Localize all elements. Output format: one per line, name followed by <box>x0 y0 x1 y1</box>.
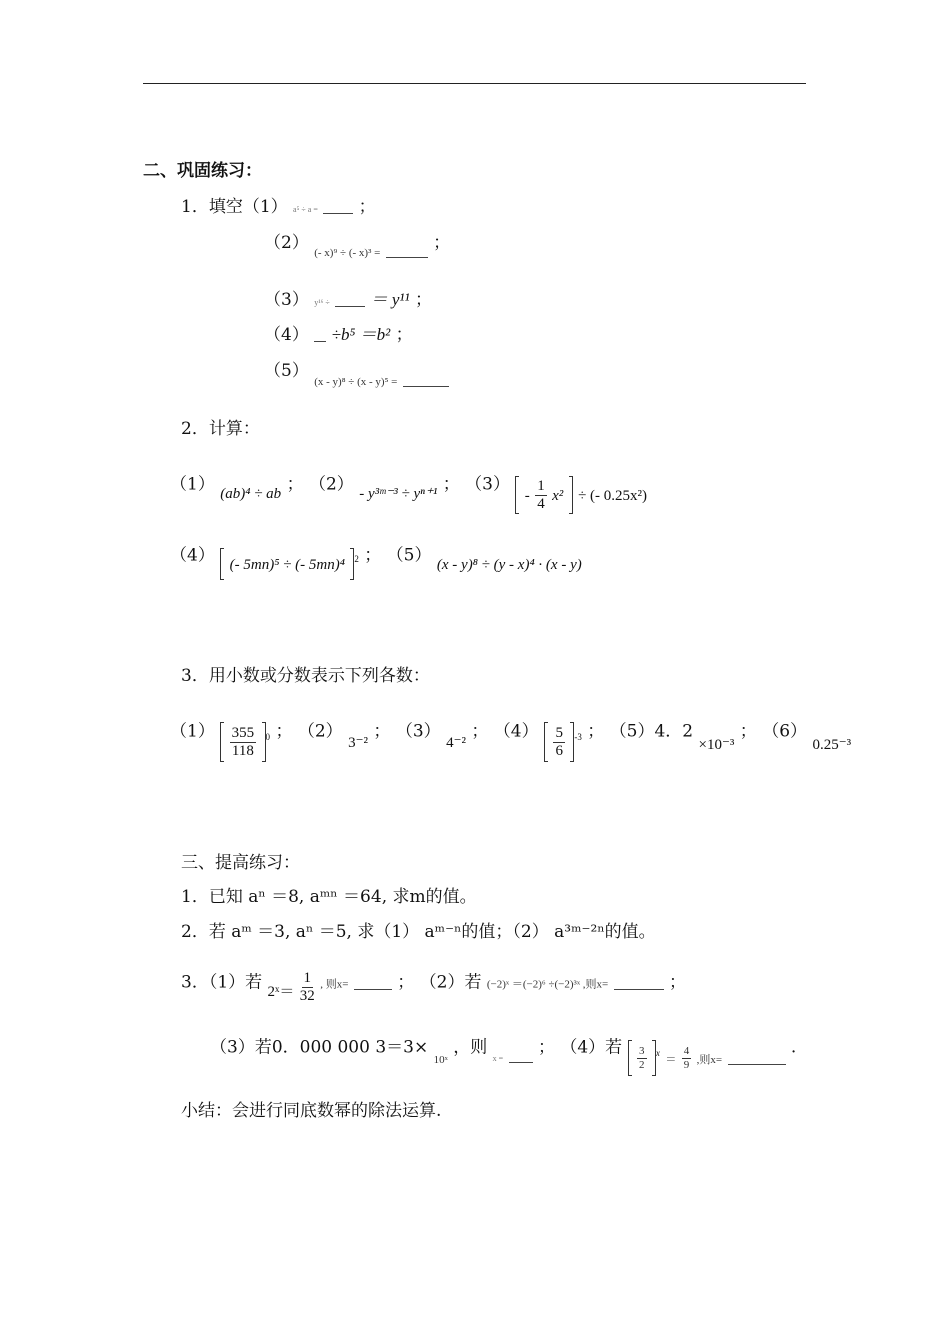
exponent: -3 <box>574 731 582 742</box>
s3-q1: 1．已知 aⁿ ＝8, aᵐⁿ ＝64, 求m的值。 <box>181 887 477 907</box>
q3-p5-expr: ×10⁻³ <box>698 736 735 753</box>
s3-q3-p3-x: x = <box>492 1053 504 1063</box>
q1-line-1 <box>181 196 376 221</box>
q1-item5-expr: (x - y)⁸ ÷ (x - y)⁵ = <box>314 376 398 388</box>
fraction-denominator: 9 <box>683 1058 690 1071</box>
s3-q3-p2-blank[interactable] <box>614 975 664 990</box>
s3-q3-p2-label: （2）若 <box>419 972 482 993</box>
q3-head: 3．用小数或分数表示下列各数： <box>181 666 430 686</box>
q1-item1-expr: a⁵ ÷ a = <box>293 205 318 214</box>
exponent: x <box>655 1047 660 1058</box>
q2-p3-fraction <box>535 478 547 512</box>
q3-p1-label: （1） <box>170 721 215 742</box>
s3-q3-p3-post: ，则 <box>453 1037 488 1058</box>
q2-p3-label: （3） <box>465 474 510 495</box>
q3-p4-label: （4） <box>493 721 539 742</box>
semicolon: ； <box>471 721 489 742</box>
q2-p3-rest: ÷ (- 0.25x²) <box>578 487 648 504</box>
s3-q3-p1-expr: 2ˣ＝ <box>267 983 295 1000</box>
q1-item4-label: （4） <box>264 325 309 345</box>
q2-line-2: （4） (- 5mn)⁵ ÷ (- 5mn)⁴ $^2$ ； （5） (x - y)⁸ ÷ (y - x)⁴ · (x - y) <box>170 540 582 580</box>
q1-item2-blank[interactable] <box>386 243 428 258</box>
s3-q3-p4-post: ,则x= <box>696 1053 723 1066</box>
s3-q3-p4-fraction <box>637 1045 647 1070</box>
exponent: 0 <box>265 731 271 742</box>
semicolon: ； <box>669 972 687 993</box>
q1-item4-expr: ÷b⁵ ＝b² <box>331 325 391 344</box>
q3-p3-label: （3） <box>395 721 441 742</box>
q3-p1-fraction <box>230 725 257 759</box>
bracket-right <box>262 722 266 762</box>
summary: 小结：会进行同底数幂的除法运算. <box>181 1101 442 1121</box>
q3-p4-fraction <box>553 725 565 759</box>
semicolon: ； <box>587 721 605 742</box>
q2-p4-expr: (- 5mn)⁵ ÷ (- 5mn)⁴ <box>229 556 345 573</box>
q1-line-5 <box>264 360 449 388</box>
bracket-left <box>515 476 519 514</box>
s3-q3-p1-fraction <box>300 970 315 1004</box>
s3-q3-p3-blank[interactable] <box>509 1048 533 1063</box>
semicolon: ； <box>537 1037 555 1058</box>
fraction-denominator: 6 <box>555 742 563 759</box>
fraction-numerator: 1 <box>303 970 312 986</box>
fraction-numerator: 3 <box>639 1045 645 1058</box>
q1-item3-label: （3） <box>264 290 309 310</box>
q1-item3-pre: y¹⁶ ÷ <box>314 298 330 307</box>
semicolon: ； <box>373 721 391 742</box>
q1-item2-label: （2） <box>264 233 309 253</box>
q2-p5-label: （5） <box>386 545 432 566</box>
semicolon: ； <box>415 290 433 310</box>
q2-p1-expr: (ab)⁴ ÷ ab <box>220 485 282 502</box>
s3-q3-p3-expr: 10ˣ <box>433 1053 448 1066</box>
s3-q3-p4-label: （4）若 <box>560 1037 623 1058</box>
q1-item3-post: ＝ y¹¹ <box>370 290 410 309</box>
bracket-right <box>570 722 574 762</box>
bracket-left <box>544 722 548 762</box>
bracket-left <box>220 722 224 762</box>
semicolon: ； <box>442 474 460 495</box>
semicolon: ； <box>358 197 376 217</box>
fraction-numerator: 355 <box>231 725 255 741</box>
semicolon: ； <box>364 545 382 566</box>
q2-p4-label: （4） <box>170 545 215 566</box>
fraction-numerator: 1 <box>537 478 545 494</box>
bracket-right <box>652 1040 656 1076</box>
header-rule <box>143 83 806 84</box>
q1-item4-blank[interactable] <box>314 327 326 342</box>
q3-line <box>170 712 851 760</box>
fraction-numerator: 4 <box>683 1045 690 1058</box>
fraction-denominator: 118 <box>231 742 254 759</box>
q2-head: 2．计算： <box>181 419 260 439</box>
q2-p2-label: （2） <box>308 474 354 495</box>
s3-q3-p1-label: 3．（1）若 <box>181 972 263 993</box>
bracket-left <box>628 1040 632 1076</box>
semicolon: ； <box>739 721 757 742</box>
s3-q3-p4-blank[interactable] <box>728 1050 786 1065</box>
q1-line-2 <box>264 232 451 259</box>
s3-q3-line-2: （3）若0．000 000 3＝3× $_{10ˣ}$ ，则 $_{x =}$ ； （4）若 $\frac{3}{2}$ $^x$ ＝ $\frac{4}{9}$ ,则x= . <box>210 1030 796 1074</box>
q3-p6-expr: 0.25⁻³ <box>812 736 852 753</box>
s3-q2: 2．若 aᵐ ＝3, aⁿ ＝5, 求（1） aᵐ⁻ⁿ的值；（2） a³ᵐ⁻²ⁿ的值。 <box>181 922 656 942</box>
semicolon: ； <box>433 233 451 253</box>
q2-p3-term: x² <box>552 487 564 504</box>
section-title-3: 三、提高练习： <box>181 853 300 873</box>
s3-q3-p1-blank[interactable] <box>354 975 392 990</box>
q3-p6-label: （6） <box>762 721 808 742</box>
q3-p5-label: （5）4．2 <box>609 721 694 742</box>
q1-item1-blank[interactable] <box>323 199 353 214</box>
q2-p5-expr: (x - y)⁸ ÷ (y - x)⁴ · (x - y) <box>436 556 582 573</box>
q2-p3-sign: - <box>524 487 530 504</box>
q3-p2-expr: 3⁻² <box>348 734 369 751</box>
semicolon: ； <box>397 972 415 993</box>
q1-item5-label: （5） <box>264 361 309 381</box>
q2-line-1 <box>170 466 647 514</box>
fraction-denominator: 4 <box>537 495 545 512</box>
bracket-left <box>220 548 224 580</box>
semicolon: ； <box>286 474 304 495</box>
s3-q3-p2-expr: (−2)ˣ ＝(−2)⁶ ÷(−2)³ˣ ,则x= <box>486 978 609 991</box>
s3-q3-p4-rhs-fraction <box>682 1045 692 1070</box>
fraction-denominator: 32 <box>299 987 315 1004</box>
q3-p3-expr: 4⁻² <box>446 734 466 751</box>
semicolon: ； <box>275 721 293 742</box>
fraction-denominator: 2 <box>639 1058 645 1071</box>
q2-p1-label: （1） <box>170 474 215 495</box>
q1-line-4 <box>264 324 413 346</box>
q1-line-3 <box>264 289 432 314</box>
s3-q3-p3-label: （3）若0．000 000 3＝3× <box>210 1037 429 1058</box>
q1-item3-blank[interactable] <box>335 292 365 307</box>
semicolon: ； <box>395 325 413 345</box>
bracket-right <box>569 476 573 514</box>
q2-p2-expr: - y³ᵐ⁻³ ÷ yⁿ⁺¹ <box>359 485 438 502</box>
q1-head: 1．填空（1） <box>181 197 288 217</box>
s3-q3-line-1 <box>181 966 686 1006</box>
q1-item5-blank[interactable] <box>403 372 449 387</box>
s3-q3-p1-post: , 则x= <box>320 978 349 991</box>
fraction-numerator: 5 <box>555 725 563 741</box>
q1-item2-expr: (- x)⁹ ÷ (- x)³ = <box>314 247 381 259</box>
q3-p2-label: （2） <box>297 721 343 742</box>
section-title-2: 二、巩固练习： <box>143 161 262 181</box>
s3-q3-p4-eq: ＝ <box>665 1053 677 1066</box>
